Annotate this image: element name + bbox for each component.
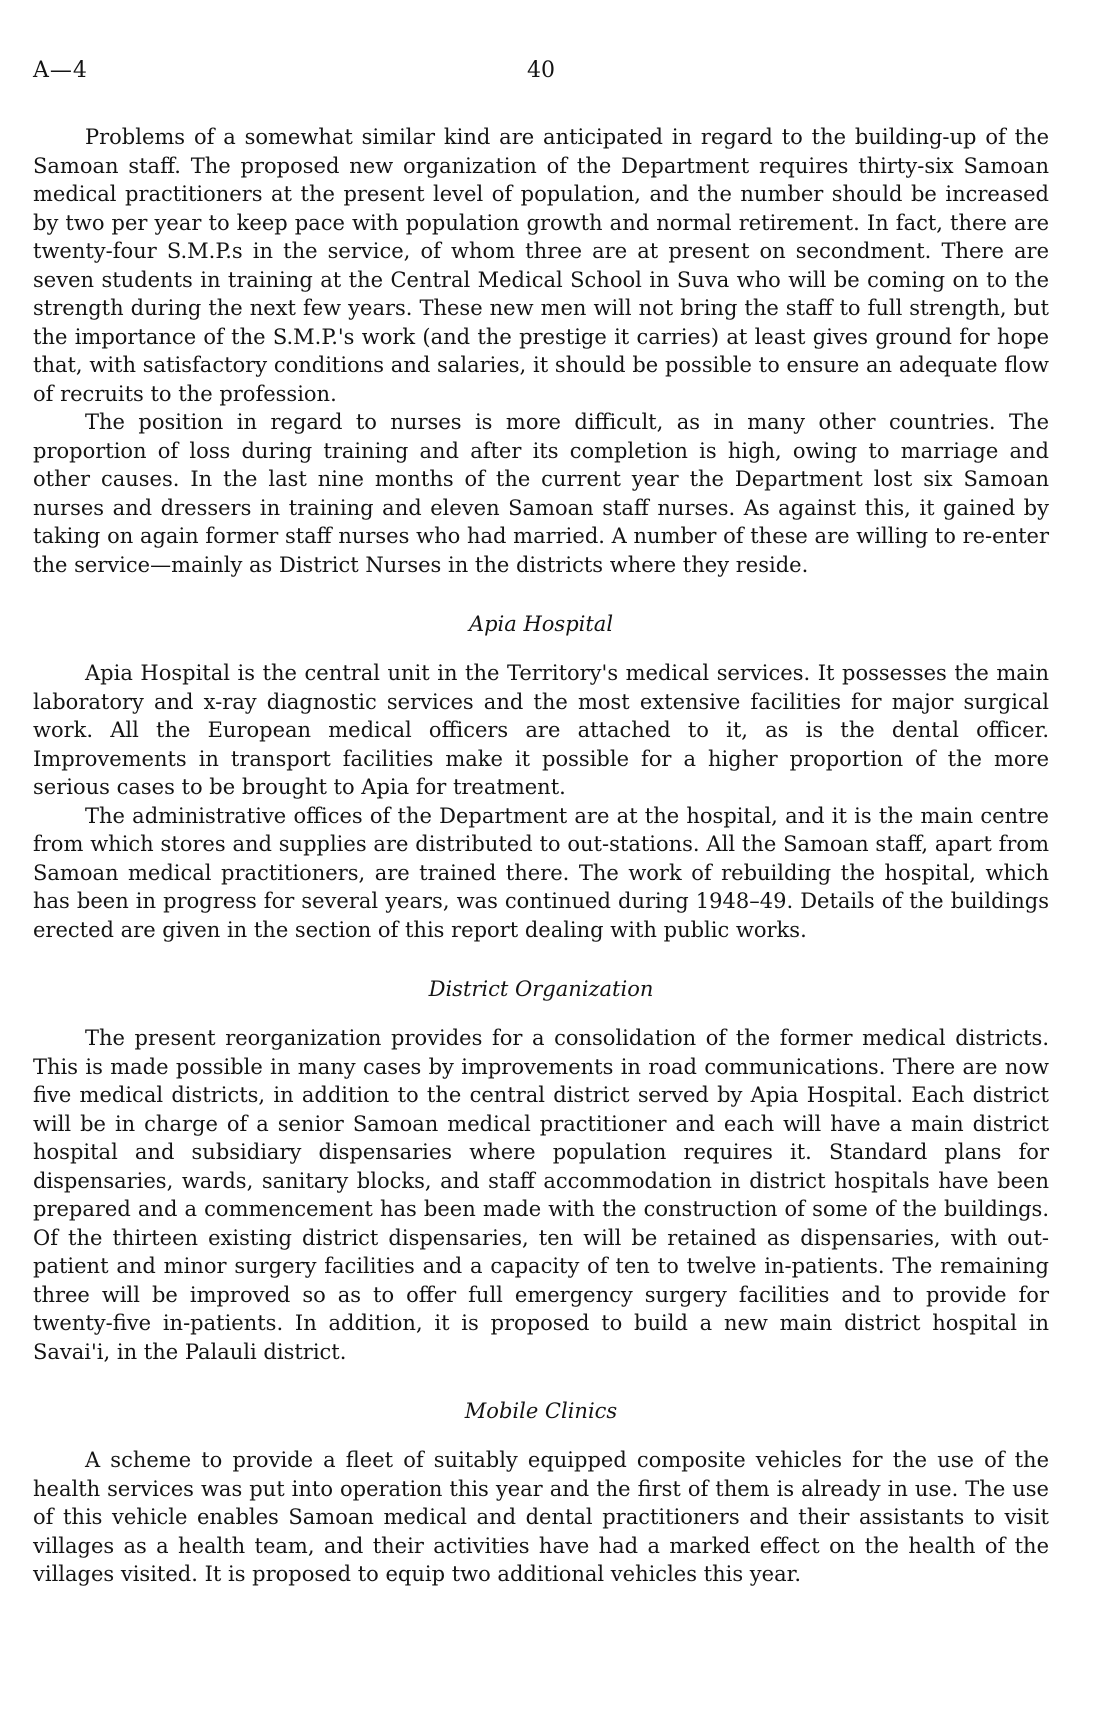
paragraph-apia-administration: The administrative offices of the Department are at the hospital, and it is the main centre from which stores and supplies are distributed to out-stations. All the Samoan staff, apart from Samoan medical practitioners, are trained there. The work of rebuilding the hospital, which has been in progress for several years, was continued during 1948–49. Details of the buildings erected are given in the section of this report dealing with public works. xyxy=(33,803,1049,942)
section-heading-district-organization: District Organization xyxy=(428,977,654,1001)
apia-hospital-section xyxy=(33,609,1049,944)
paragraph-nurses: The position in regard to nurses is more difficult, as in many other countries. The proportion of loss during training and after its completion is high, owing to marriage and other causes. In the last nine months of the current year the Department lost six Samoan nurses and dressers in training and eleven Samoan staff nurses. As against this, it gained by taking on again former staff nurses who had married. A number of these are willing to re-enter the service—mainly as District Nurses in the districts where they reside. xyxy=(33,410,1049,577)
paragraph-samoan-staff: Problems of a somewhat similar kind are anticipated in regard to the building-up of the Samoan staff. The proposed new organization of the Department requires thirty-six Samoan medical practitioners at the present level of population, and the number should be increased by two per year to keep pace with population growth and normal retirement. In fact, there are twenty-four S.M.P.s in the service, of whom three are at present on secondment. There are seven students in training at the Central Medical School in Suva who will be coming on to the strength during the next few years. These new men will not bring the staff to full strength, but the importance of the S.M.P.'s work (and the prestige it carries) at least gives ground for hope that, with satisfactory conditions and salaries, it should be possible to ensure an adequate flow of recruits to the profession. xyxy=(33,125,1049,406)
paragraph-apia-hospital-unit: Apia Hospital is the central unit in the Territory's medical services. It possesses the main laboratory and x-ray diagnostic services and the most extensive facilities for major surgical work. All the European medical officers are attached to it, as is the dental officer. Improvements in transport facilities make it possible for a higher proportion of the more serious cases to be brought to Apia for treatment. xyxy=(33,661,1049,799)
mobile-clinics-section xyxy=(33,1396,1049,1589)
district-organization-section xyxy=(33,974,1049,1366)
paragraph-district-reorganization: The present reorganization provides for a consolidation of the former medical districts. This is made possible in many cases by improvements in road communications. There are now five medical districts, in addition to the central district served by Apia Hospital. Each district will be in charge of a senior Samoan medical practitioner and each will have a main district hospital and subsidiary dispensaries where population requires it. Standard plans for dispensaries, wards, sanitary blocks, and staff accommodation in district hospitals have been prepared and a commencement has been made with the construction of some of the buildings. Of the thirteen existing district dispensaries, ten will be retained as dispensaries, with out-patient and minor surgery facilities and a capacity of ten to twelve in-patients. The remaining three will be improved so as to offer full emergency surgery facilities and to provide for twenty-five in-patients. In addition, it is proposed to build a new main district hospital in Savai'i, in the Palauli district. xyxy=(33,1026,1049,1364)
page-header xyxy=(33,58,1049,88)
section-heading-mobile-clinics: Mobile Clinics xyxy=(464,1399,618,1423)
intro-section xyxy=(33,123,1049,579)
page-body xyxy=(33,123,1049,1589)
page-number: 40 xyxy=(527,58,555,83)
document-reference: A—4 xyxy=(33,58,88,83)
paragraph-mobile-clinics: A scheme to provide a fleet of suitably equipped composite vehicles for the use of the health services was put into operation this year and the first of them is already in use. The use of this vehicle enables Samoan medical and dental practitioners and their assistants to visit villages as a health team, and their activities have had a marked effect on the health of the villages visited. It is proposed to equip two additional vehicles this year. xyxy=(33,1448,1049,1586)
section-heading-apia-hospital: Apia Hospital xyxy=(468,612,614,636)
